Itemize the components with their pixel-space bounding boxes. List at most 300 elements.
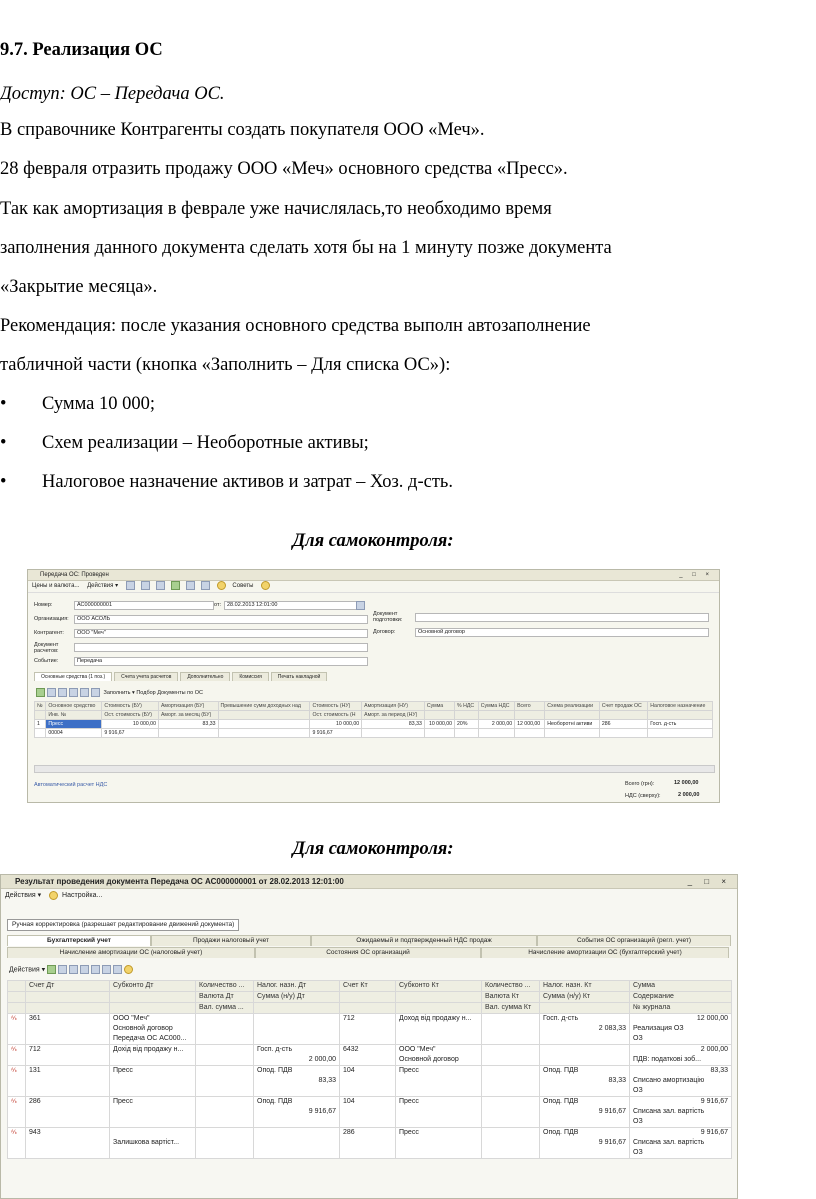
column-header: Сумма: [424, 702, 454, 711]
account-dt-cell[interactable]: [26, 1097, 110, 1128]
help-icon[interactable]: [124, 965, 133, 974]
calendar-icon[interactable]: [356, 601, 365, 610]
column-header: [26, 992, 110, 1003]
access-path: Доступ: ОС – Передача ОС.: [0, 84, 225, 104]
structure-icon[interactable]: [201, 581, 210, 590]
subconto-kt-cell[interactable]: [396, 1128, 482, 1159]
tax-sum-kt: 83,33: [608, 1077, 626, 1084]
column-header: Содержание: [630, 992, 732, 1003]
account-kt-cell[interactable]: [340, 1014, 396, 1045]
paragraph-line: заполнения данного документа сделать хотя бы на 1 минуту позже документа: [0, 238, 612, 258]
vat-label: НДС (сверху):: [625, 793, 661, 799]
window-controls[interactable]: _ □ ×: [679, 572, 713, 578]
date-field[interactable]: 28.02.2013 12:01:00: [224, 601, 358, 610]
subconto-kt-cell[interactable]: [396, 1014, 482, 1045]
bullet-mark: •: [0, 472, 7, 492]
quantity-kt-cell-line: [485, 1097, 536, 1107]
column-header: [254, 1003, 340, 1014]
column-header: № журнала: [630, 1003, 732, 1014]
tab-tax-depreciation[interactable]: Начисление амортизации ОС (налоговый учет): [7, 947, 255, 958]
tab-accounting-depreciation[interactable]: Начисление амортизации ОС (бухгалтерский учет): [481, 947, 729, 958]
posting-marker-icon: ᴬ⁄ₖ: [11, 1016, 18, 1022]
account-dt-cell-line: 361: [29, 1015, 41, 1022]
subconto-kt-cell-line: Пресс: [399, 1067, 419, 1074]
paragraph-line: табличной части (кнопка «Заполнить – Для списка ОС»):: [0, 355, 451, 375]
window-title: Передача ОС: Проведен: [40, 572, 109, 578]
sum-content: ПДВ: податкові зоб...: [633, 1056, 702, 1063]
tax-purpose-dt-cell[interactable]: [254, 1066, 340, 1097]
column-header: Ост. стоимость (БУ): [102, 711, 159, 720]
tax-purpose-dt-cell[interactable]: [254, 1128, 340, 1159]
column-header: Налоговое назначение: [648, 702, 713, 711]
table-cell[interactable]: 83,33: [158, 720, 218, 729]
tab-additional[interactable]: Дополнительно: [180, 672, 230, 681]
tax-sum-dt: [257, 1024, 336, 1034]
tax-sum-kt: 9 916,67: [598, 1139, 626, 1146]
quantity-dt-cell-line: [199, 1014, 250, 1024]
subconto-dt-cell-line: [113, 1128, 192, 1138]
subconto-kt-cell[interactable]: [396, 1097, 482, 1128]
tax-purpose-kt-cell[interactable]: [540, 1066, 630, 1097]
copy-row-icon[interactable]: [58, 965, 67, 974]
subconto-dt-cell-line: Дохід від продажу н...: [113, 1046, 184, 1053]
sum-cell[interactable]: [630, 1045, 732, 1066]
settings-button[interactable]: Настройка...: [62, 892, 103, 899]
column-header: Количество ...: [196, 981, 254, 992]
account-kt-cell-line: 104: [343, 1098, 355, 1105]
account-kt-cell[interactable]: [340, 1097, 396, 1128]
edit-row-icon[interactable]: [58, 688, 67, 697]
bullet-item: Схем реализации – Необоротные активы;: [42, 433, 369, 453]
column-header: Амортизация (НУ): [362, 702, 425, 711]
table-header-row: [8, 981, 732, 992]
tax-purpose-kt-cell[interactable]: [540, 1045, 630, 1066]
window-title-bar: [28, 570, 719, 581]
tips-icon[interactable]: [217, 581, 226, 590]
toolbar: [1, 889, 737, 902]
subconto-dt-cell-line: Залишкова вартіст...: [113, 1139, 180, 1146]
table-cell[interactable]: 12 000,00: [515, 720, 545, 729]
bullet-item: Сумма 10 000;: [42, 394, 156, 414]
tab-strip: [7, 947, 729, 957]
table-cell[interactable]: [424, 729, 454, 738]
column-header: Аморт. за месяц (БУ): [158, 711, 218, 720]
column-header: [110, 992, 196, 1003]
column-header: Аморт. за период (НУ): [362, 711, 425, 720]
help-icon[interactable]: [261, 581, 270, 590]
quantity-kt-cell-line: [485, 1014, 536, 1024]
column-header: [515, 711, 545, 720]
subconto-dt-cell[interactable]: [110, 1097, 196, 1128]
vat-value: 2 000,00: [678, 792, 700, 798]
posting-icon: [8, 1066, 26, 1097]
subconto-kt-cell-line: Пресс: [399, 1129, 419, 1136]
table-row[interactable]: [8, 1097, 732, 1128]
table-header-row: [8, 992, 732, 1003]
column-header: Вал. сумма ...: [196, 1003, 254, 1014]
auto-vat-link[interactable]: Автоматический расчет НДС: [34, 782, 108, 788]
sum-cell[interactable]: [630, 1066, 732, 1097]
sum-value: 83,33: [710, 1067, 728, 1074]
quantity-kt-cell-line: [485, 1066, 536, 1076]
tax-purpose-dt-cell[interactable]: [254, 1014, 340, 1045]
doc-sign-label: Документ подготовки:: [373, 611, 403, 623]
column-header: №: [35, 702, 46, 711]
tab-commission[interactable]: Комиссия: [232, 672, 268, 681]
column-header: % НДС: [455, 702, 479, 711]
subconto-dt-cell[interactable]: [110, 1045, 196, 1066]
table-cell[interactable]: 9 916,67: [102, 729, 159, 738]
column-header: [340, 1003, 396, 1014]
table-cell[interactable]: Пресс: [46, 720, 102, 729]
tax-purpose-kt-cell[interactable]: [540, 1128, 630, 1159]
column-header: Амортизация (БУ): [158, 702, 218, 711]
posting-marker-icon: ᴬ⁄ₖ: [11, 1099, 18, 1105]
sum-cell[interactable]: [630, 1014, 732, 1045]
tax-sum-dt: 2 000,00: [308, 1056, 336, 1063]
quantity-dt-cell-line: [199, 1045, 250, 1055]
tax-purpose-kt: Опод. ПДВ: [543, 1098, 579, 1105]
refresh-icon[interactable]: [171, 581, 180, 590]
column-header: [540, 1003, 630, 1014]
column-header: Налог. назн. Дт: [254, 981, 340, 992]
column-header: Всего: [515, 702, 545, 711]
postings-table: [7, 980, 732, 1159]
table-cell[interactable]: [362, 729, 425, 738]
posting-marker-icon: ᴬ⁄ₖ: [11, 1130, 18, 1136]
tab-vat-sales[interactable]: Ожидаемый и подтвержденный НДС продаж: [311, 935, 537, 946]
account-dt-cell-line: 712: [29, 1046, 41, 1053]
sum-content: ОЗ: [633, 1118, 643, 1125]
quantity-dt-cell[interactable]: [196, 1128, 254, 1159]
column-header: Количество ...: [482, 981, 540, 992]
self-check-caption: Для самоконтроля:: [292, 839, 454, 859]
quantity-kt-cell[interactable]: [482, 1097, 540, 1128]
window-title: Результат проведения документа Передача ОС АС000000001 от 28.02.2013 12:01:00: [15, 877, 344, 886]
manual-correction-checkbox[interactable]: Ручная корректировка (разрешает редактирование движений документа): [7, 919, 239, 931]
section-heading: 9.7. Реализация ОС: [0, 40, 163, 60]
table-cell[interactable]: [478, 729, 514, 738]
account-kt-cell-line: 286: [343, 1129, 355, 1136]
quantity-dt-cell[interactable]: [196, 1097, 254, 1128]
table-header-row: [35, 702, 713, 711]
sum-content: Списано амортизацію: [633, 1077, 705, 1084]
tax-purpose-dt: Опод. ПДВ: [257, 1067, 293, 1074]
column-header: [478, 711, 514, 720]
find-icon[interactable]: [113, 965, 122, 974]
table-cell[interactable]: [218, 729, 310, 738]
move-up-icon[interactable]: [91, 965, 100, 974]
account-dt-cell[interactable]: [26, 1045, 110, 1066]
total-value: 12 000,00: [674, 780, 699, 786]
postings-body: [8, 1014, 732, 1159]
column-header: [340, 992, 396, 1003]
subconto-dt-cell[interactable]: [110, 1128, 196, 1159]
window-title-bar: [1, 875, 737, 889]
counterparty-field[interactable]: ООО "Меч": [74, 629, 368, 638]
column-header: [26, 1003, 110, 1014]
post-icon[interactable]: [141, 581, 150, 590]
quantity-dt-cell-line: [199, 1097, 250, 1107]
table-row[interactable]: [8, 1045, 732, 1066]
quantity-dt-cell[interactable]: [196, 1066, 254, 1097]
number-field[interactable]: АС000000001: [74, 601, 214, 610]
table-cell[interactable]: 10 000,00: [102, 720, 159, 729]
subconto-kt-cell-line: Основной договор: [399, 1056, 459, 1063]
copy-icon[interactable]: [156, 581, 165, 590]
tab-os-events[interactable]: События ОС организаций (регл. учет): [537, 935, 731, 946]
org-field[interactable]: ООО АСОЛЬ: [74, 615, 368, 624]
quantity-dt-cell-line: [199, 1128, 250, 1138]
column-header: [110, 1003, 196, 1014]
posting-marker-icon: ᴬ⁄ₖ: [11, 1047, 18, 1053]
column-header: Инв. №: [46, 711, 102, 720]
column-header: Превышение сумм доходных над: [218, 702, 310, 711]
subconto-dt-cell[interactable]: [110, 1066, 196, 1097]
column-header: Сумма: [630, 981, 732, 992]
column-header: [8, 981, 26, 992]
subconto-kt-cell-line: ООО "Меч": [399, 1046, 436, 1053]
help-icon[interactable]: [49, 891, 58, 900]
column-header: [424, 711, 454, 720]
column-header: Счет продаж ОС: [599, 702, 647, 711]
tax-purpose-kt: Опод. ПДВ: [543, 1067, 579, 1074]
tax-sum-kt: 2 083,33: [598, 1025, 626, 1032]
tab-print-invoice[interactable]: Печать накладной: [271, 672, 328, 681]
tab-accounting[interactable]: Бухгалтерский учет: [7, 935, 151, 946]
tips-button[interactable]: Советы: [232, 583, 254, 590]
account-kt-cell-line: 6432: [343, 1046, 359, 1053]
tax-purpose-dt: Госп. д-сть: [257, 1046, 293, 1053]
posting-icon: [8, 1045, 26, 1066]
account-kt-cell[interactable]: [340, 1045, 396, 1066]
quantity-kt-cell-line: [485, 1128, 536, 1138]
paragraph-line: В справочнике Контрагенты создать покупателя ООО «Меч».: [0, 120, 485, 140]
column-header: [545, 711, 600, 720]
paragraph-line: Так как амортизация в феврале уже начислялась,то необходимо время: [0, 199, 552, 219]
bullet-mark: •: [0, 394, 7, 414]
table-cell[interactable]: 286: [599, 720, 647, 729]
horizontal-scrollbar[interactable]: [34, 765, 715, 773]
subconto-kt-cell-line: Доход від продажу н...: [399, 1015, 472, 1022]
tax-purpose-dt: [257, 1014, 336, 1024]
tax-purpose-dt: [257, 1128, 336, 1138]
quantity-dt-cell-line: [199, 1066, 250, 1076]
account-dt-cell[interactable]: [26, 1128, 110, 1159]
subconto-dt-cell-line: Передача ОС АС000...: [113, 1035, 187, 1042]
table-row[interactable]: [8, 1128, 732, 1159]
quantity-kt-cell[interactable]: [482, 1066, 540, 1097]
column-header: [648, 711, 713, 720]
table-cell[interactable]: 1: [35, 720, 46, 729]
move-down-icon[interactable]: [91, 688, 100, 697]
table-cell[interactable]: [455, 729, 479, 738]
grid-toolbar: [36, 688, 203, 697]
tab-fixed-assets[interactable]: Основные средства (1 поз.): [34, 672, 112, 681]
doc-basis-label: Документ расчетов:: [34, 642, 59, 654]
account-kt-cell[interactable]: [340, 1128, 396, 1159]
tax-sum-kt: [543, 1055, 626, 1065]
account-kt-cell[interactable]: [340, 1066, 396, 1097]
tax-purpose-dt-cell[interactable]: [254, 1097, 340, 1128]
account-dt-cell-line: 131: [29, 1067, 41, 1074]
print-icon[interactable]: [186, 581, 195, 590]
column-header: Вал. сумма Кт: [482, 1003, 540, 1014]
subconto-kt-cell-line: Пресс: [399, 1098, 419, 1105]
column-header: Ост. стоимость (Н: [310, 711, 362, 720]
move-up-icon[interactable]: [80, 688, 89, 697]
tax-purpose-dt-cell[interactable]: [254, 1045, 340, 1066]
add-row-icon[interactable]: [36, 688, 45, 697]
quantity-kt-cell[interactable]: [482, 1045, 540, 1066]
subconto-kt-cell[interactable]: [396, 1045, 482, 1066]
table-cell[interactable]: 83,33: [362, 720, 425, 729]
column-header: [35, 711, 46, 720]
tab-os-states[interactable]: Состояния ОС организаций: [255, 947, 481, 958]
edit-row-icon[interactable]: [69, 965, 78, 974]
subconto-dt-cell[interactable]: [110, 1014, 196, 1045]
fill-menu[interactable]: Заполнить ▾ Подбор Документы по ОС: [103, 689, 203, 696]
column-header: Сумма НДС: [478, 702, 514, 711]
table-row[interactable]: [8, 1066, 732, 1097]
doc-basis-field[interactable]: [74, 643, 368, 652]
column-header: [8, 1003, 26, 1014]
table-cell[interactable]: [218, 720, 310, 729]
add-row-icon[interactable]: [47, 965, 56, 974]
event-field[interactable]: Передача: [74, 657, 368, 666]
window-controls[interactable]: _ □ ×: [687, 877, 731, 886]
sum-content: ОЗ: [633, 1087, 643, 1094]
quantity-dt-cell[interactable]: [196, 1045, 254, 1066]
bullet-item: Налоговое назначение активов и затрат – Хоз. д-сть.: [42, 472, 453, 492]
from-label: от:: [214, 602, 221, 608]
quantity-kt-cell-line: [485, 1045, 536, 1055]
column-header: Счет Кт: [340, 981, 396, 992]
column-header: Сумма (н/у) Дт: [254, 992, 340, 1003]
move-down-icon[interactable]: [102, 965, 111, 974]
table-cell[interactable]: 10 000,00: [424, 720, 454, 729]
tab-strip: [34, 672, 329, 681]
paragraph-line: 28 февраля отразить продажу ООО «Меч» основного средства «Пресс».: [0, 159, 568, 179]
quantity-kt-cell[interactable]: [482, 1128, 540, 1159]
counterparty-label: Контрагент:: [34, 630, 64, 636]
actions-menu[interactable]: Действия ▾: [5, 892, 42, 899]
table-cell[interactable]: Необоротні активи: [545, 720, 600, 729]
column-header: Основное средство: [46, 702, 102, 711]
column-header: Валюта Кт: [482, 992, 540, 1003]
column-header: [455, 711, 479, 720]
table-cell[interactable]: [648, 729, 713, 738]
event-label: Событие:: [34, 658, 59, 664]
tax-purpose-kt-cell[interactable]: [540, 1097, 630, 1128]
grid-toolbar: [9, 965, 135, 974]
tax-purpose-kt-cell[interactable]: [540, 1014, 630, 1045]
table-cell[interactable]: 2 000,00: [478, 720, 514, 729]
actions-menu[interactable]: Действия ▾: [87, 583, 119, 590]
toolbar: [28, 581, 719, 593]
column-header: Стоимость (БУ): [102, 702, 159, 711]
table-cell[interactable]: [515, 729, 545, 738]
delete-row-icon[interactable]: [69, 688, 78, 697]
copy-row-icon[interactable]: [47, 688, 56, 697]
table-cell[interactable]: [35, 729, 46, 738]
column-header: [599, 711, 647, 720]
column-header: [8, 992, 26, 1003]
org-label: Организация:: [34, 616, 69, 622]
tax-sum-dt: [257, 1138, 336, 1148]
tax-purpose-kt: [543, 1045, 626, 1055]
account-dt-cell[interactable]: [26, 1014, 110, 1045]
posting-icon: [8, 1097, 26, 1128]
tab-settlement-accounts[interactable]: Счета учета расчетов: [114, 672, 178, 681]
account-dt-cell-line: 943: [29, 1129, 41, 1136]
sum-content: ОЗ: [633, 1149, 643, 1156]
column-header: Стоимость (НУ): [310, 702, 362, 711]
tab-strip: [7, 935, 731, 945]
table-header-row: [8, 1003, 732, 1014]
table-cell[interactable]: 20%: [455, 720, 479, 729]
prices-currency-button[interactable]: Цены и валюта...: [32, 583, 80, 590]
quantity-dt-cell[interactable]: [196, 1014, 254, 1045]
column-header: [396, 1003, 482, 1014]
sum-value: 2 000,00: [700, 1046, 728, 1053]
contract-label: Договор:: [373, 629, 396, 635]
column-header: Субконто Дт: [110, 981, 196, 992]
table-cell[interactable]: 10 000,00: [310, 720, 362, 729]
column-header: Счет Дт: [26, 981, 110, 992]
table-cell[interactable]: 00004: [46, 729, 102, 738]
tax-purpose-dt: Опод. ПДВ: [257, 1098, 293, 1105]
sum-cell[interactable]: [630, 1097, 732, 1128]
tax-sum-kt: 9 916,67: [598, 1108, 626, 1115]
column-header: Налог. назн. Кт: [540, 981, 630, 992]
paragraph-line: «Закрытие месяца».: [0, 277, 158, 297]
table-cell[interactable]: Госп. д-сть: [648, 720, 713, 729]
table-cell[interactable]: [545, 729, 600, 738]
tax-purpose-kt: Госп. д-сть: [543, 1015, 579, 1022]
subconto-kt-cell[interactable]: [396, 1066, 482, 1097]
subconto-dt-cell-line: Основной договор: [113, 1025, 173, 1032]
sum-value: 9 916,67: [700, 1129, 728, 1136]
table-row[interactable]: [35, 729, 713, 738]
transfer-os-window: [27, 569, 720, 803]
quantity-kt-cell[interactable]: [482, 1014, 540, 1045]
table-cell[interactable]: [158, 729, 218, 738]
account-dt-cell[interactable]: [26, 1066, 110, 1097]
sum-value: 12 000,00: [696, 1015, 728, 1022]
tax-sum-dt: 83,33: [318, 1077, 336, 1084]
sum-cell[interactable]: [630, 1128, 732, 1159]
subconto-dt-cell-line: Пресс: [113, 1067, 133, 1074]
table-cell[interactable]: 9 916,67: [310, 729, 362, 738]
posting-result-window: [0, 874, 738, 1199]
fixed-assets-table: [34, 701, 713, 738]
table-row[interactable]: [35, 720, 713, 729]
tab-tax-sales[interactable]: Продажи налоговый учет: [151, 935, 311, 946]
doc-sign-field[interactable]: [415, 613, 709, 622]
account-dt-cell-line: 286: [29, 1098, 41, 1105]
grid-actions-menu[interactable]: Действия ▾: [9, 966, 46, 974]
table-cell[interactable]: [599, 729, 647, 738]
tax-sum-dt: 9 916,67: [308, 1108, 336, 1115]
column-header: Схема реализации: [545, 702, 600, 711]
sum-content: Списана зал. вартість: [633, 1139, 705, 1146]
save-icon[interactable]: [126, 581, 135, 590]
table-row[interactable]: [8, 1014, 732, 1045]
delete-row-icon[interactable]: [80, 965, 89, 974]
contract-field[interactable]: Основной договор: [415, 628, 709, 637]
posting-icon: [8, 1014, 26, 1045]
